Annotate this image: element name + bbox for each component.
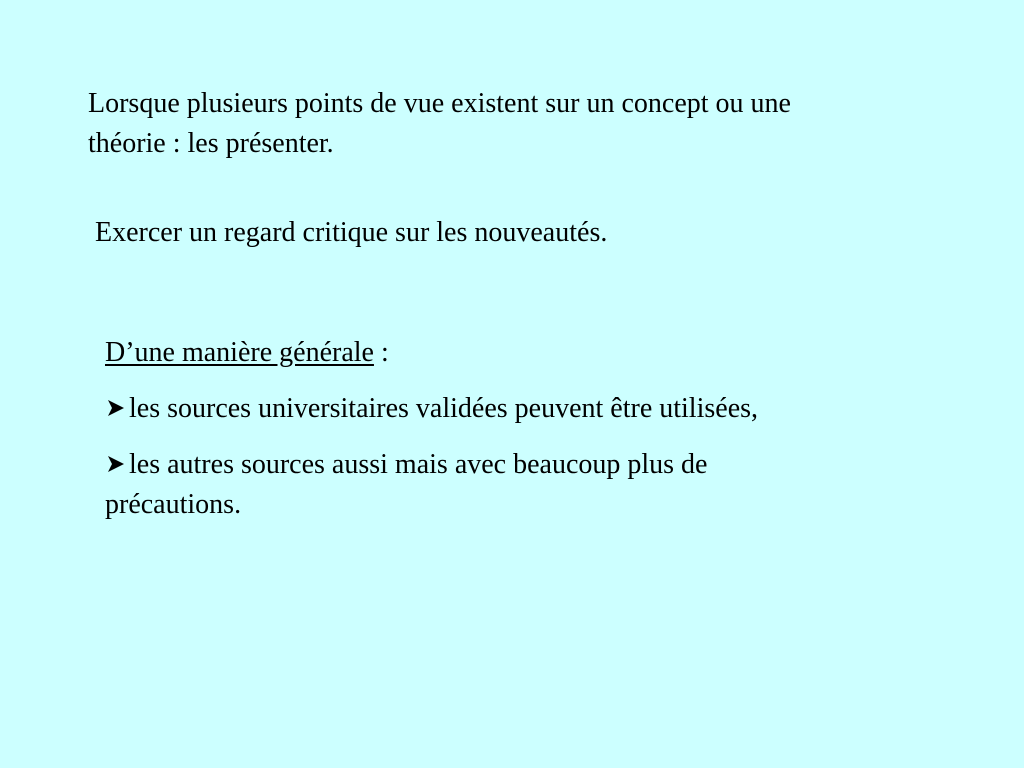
bullet-item-other-sources bbox=[105, 445, 758, 525]
general-guidance-block bbox=[105, 333, 758, 525]
bullet-item-university-sources bbox=[105, 389, 758, 429]
bullet-item-other-sources-line-2: précautions. bbox=[105, 489, 242, 520]
critical-view-paragraph bbox=[95, 213, 607, 253]
bullet-text-university-sources: les sources universitaires validées peuvent être utilisées, bbox=[129, 393, 759, 424]
bullet-item-other-sources-line-1 bbox=[105, 445, 758, 485]
arrow-right-icon bbox=[105, 453, 127, 475]
critical-view-text: Exercer un regard critique sur les nouveautés. bbox=[95, 217, 608, 248]
arrow-right-icon bbox=[105, 397, 127, 419]
intro-paragraph-line-1: Lorsque plusieurs points de vue existent sur un concept ou une bbox=[88, 88, 791, 119]
general-guidance-heading-text: D’une manière générale bbox=[105, 337, 374, 368]
bullet-text-other-sources-line-1: les autres sources aussi mais avec beaucoup plus de bbox=[129, 449, 708, 480]
intro-paragraph bbox=[88, 84, 791, 164]
general-guidance-heading bbox=[105, 333, 758, 373]
intro-paragraph-line-2: théorie : les présenter. bbox=[88, 128, 334, 159]
bullet-item-university-sources-line-1 bbox=[105, 389, 758, 429]
general-guidance-heading-colon: : bbox=[373, 337, 389, 368]
